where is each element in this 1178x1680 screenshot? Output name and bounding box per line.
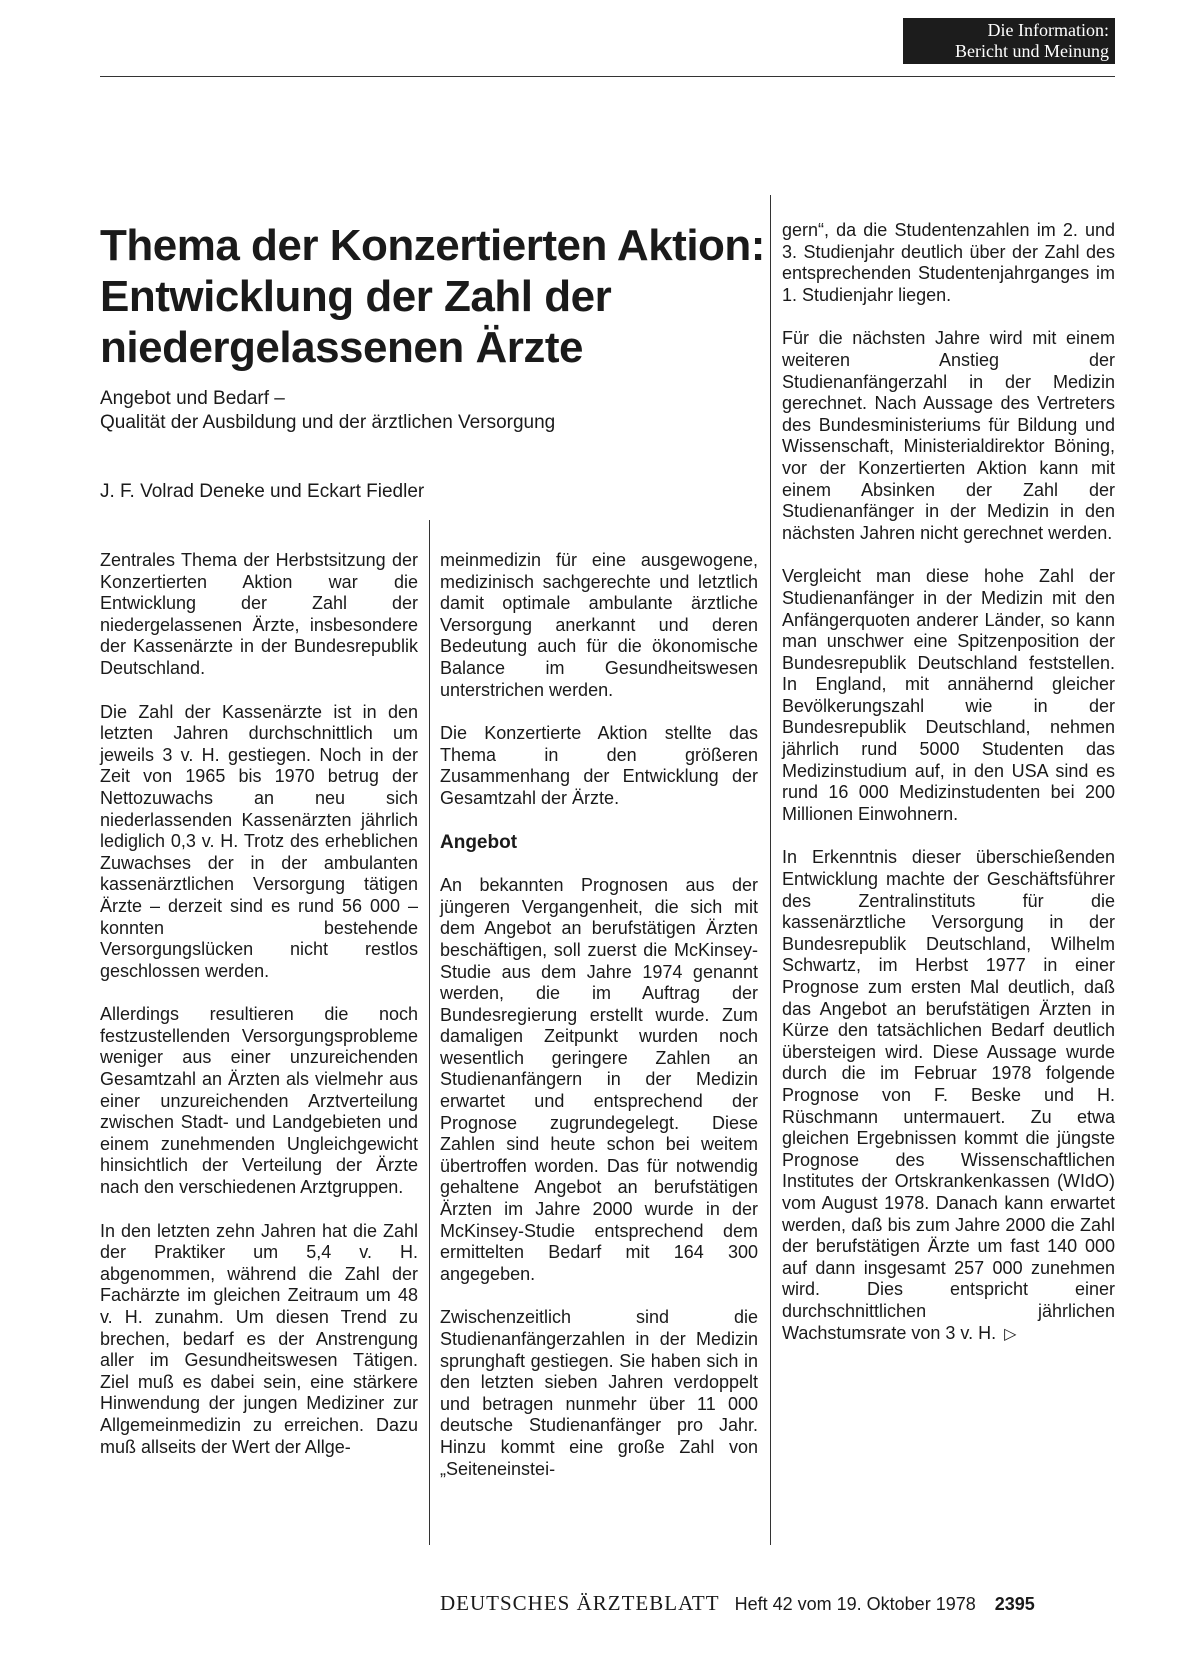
top-rule	[100, 76, 1115, 77]
page-number: 2395	[994, 1594, 1035, 1614]
article-subtitle	[100, 387, 780, 435]
section-badge-line2: Bericht und Meinung	[955, 41, 1109, 61]
page-footer	[440, 1592, 1115, 1615]
paragraph: Zentrales Thema der Herbstsitzung der Konzertierten Aktion war die Entwicklung der Zahl der niedergelassenen Ärzte, insbesondere der Kassenärzte in der Bundesrepublik Deutschland.	[100, 550, 418, 678]
title-line: Entwicklung der Zahl der	[100, 272, 612, 321]
paragraph: Allerdings resultieren die noch festzustellenden Versorgungsprobleme weniger aus einer unzureichenden Gesamtzahl an Ärzten als vielmehr aus einer unzureichenden Arztverteilung zwischen Stadt- und Landgebieten und einem zunehmenden Ungleichgewicht hinsichtlich der Verteilung der Ärzte nach den verschiedenen Arztgruppen.	[100, 1004, 418, 1198]
section-badge	[903, 18, 1115, 64]
paragraph: In den letzten zehn Jahren hat die Zahl der Praktiker um 5,4 v. H. abgenommen, während die Zahl der Fachärzte im gleichen Zeitraum um 48 v. H. zunahm. Um diesen Trend zu brechen, bedarf es der Anstrengung aller im Gesundheitswesen Tätigen. Ziel muß es dabei sein, eine stärkere Hinwendung der jungen Mediziner zur Allgemeinmedizin zu erreichen. Dazu muß allseits der Wert der Allge-	[100, 1220, 418, 1457]
paragraph: Die Konzertierte Aktion stellte das Thema in den größeren Zusammenhang der Entwicklung der Gesamtzahl der Ärzte.	[440, 723, 758, 808]
paragraph: Für die nächsten Jahre wird mit einem weiteren Anstieg der Studienanfängerzahl in der Medizin gerechnet. Nach Aussage des Vertreters des Bundesministeriums für Bildung und Wissenschaft, Ministerialdirektor Böning, vor der Konzertierten Aktion kann mit einem Absinken der Zahl der Studienanfänger in der Medizin in den nächsten Jahren nicht gerechnet werden.	[782, 328, 1115, 543]
paragraph: Zwischenzeitlich sind die Studienanfängerzahlen in der Medizin sprunghaft gestiegen. Sie haben sich in den letzten sieben Jahren verdoppelt und betragen nunmehr über 11 000 deutsche Studienanfänger pro Jahr. Hinzu kommt eine große Zahl von „Seiteneinstei-	[440, 1307, 758, 1479]
paragraph: gern“, da die Studentenzahlen im 2. und 3. Studienjahr deutlich über der Zahl des entsprechenden Studentenjahrganges im 1. Studienjahr liegen.	[782, 220, 1115, 305]
paragraph	[782, 847, 1115, 1345]
continue-arrow-icon: ▷	[1004, 1325, 1017, 1343]
column-3	[782, 220, 1115, 1367]
subtitle-line: Angebot und Bedarf –	[100, 388, 285, 409]
journal-name: DEUTSCHES ÄRZTEBLATT	[440, 1591, 720, 1615]
section-heading: Angebot	[440, 831, 518, 853]
title-line: niedergelassenen Ärzte	[100, 323, 583, 372]
title-line: Thema der Konzertierten Aktion:	[100, 221, 765, 270]
paragraph: Vergleicht man diese hohe Zahl der Studienanfänger in der Medizin mit den Anfängerquoten anderer Länder, so kann man unschwer eine Spitzenposition der Bundesrepublik Deutschland feststellen. In England, mit annähernd gleicher Bevölkerungszahl wie in der Bundesrepublik Deutschland, nehmen jährlich rund 5000 Studenten das Medizinstudium auf, in den USA sind es rund 16 000 Medizinstudenten bei 200 Millionen Einwohnern.	[782, 566, 1115, 824]
column-2	[440, 550, 758, 1502]
article-authors: J. F. Volrad Deneke und Eckart Fiedler	[100, 481, 425, 502]
article-title	[100, 220, 780, 373]
issue-info: Heft 42 vom 19. Oktober 1978	[734, 1594, 976, 1614]
column-divider	[770, 195, 771, 1545]
subtitle-line: Qualität der Ausbildung und der ärztlichen Versorgung	[100, 412, 556, 433]
paragraph: meinmedizin für eine ausgewogene, medizinisch sachgerechte und letztlich damit optimale ambulante ärztliche Versorgung anerkannt und deren Bedeutung auch für die ökonomische Balance im Gesundheitswesen unterstrichen werden.	[440, 550, 758, 700]
section-badge-line1: Die Information:	[987, 20, 1109, 40]
column-divider	[429, 520, 430, 1545]
column-1	[100, 550, 418, 1480]
paragraph: An bekannten Prognosen aus der jüngeren Vergangenheit, die sich mit dem Angebot an berufstätigen Ärzten beschäftigen, soll zuerst die McKinsey-Studie aus dem Jahre 1974 genannt werden, die im Auftrag der Bundesregierung erstellt wurde. Zum damaligen Zeitpunkt wurden noch wesentlich geringere Zahlen an Studienanfängern in der Medizin erwartet und entsprechend der Prognose zugrundegelegt. Diese Zahlen sind heute schon bei weitem übertroffen worden. Das für notwendig gehaltene Angebot an berufstätigen Ärzten im Jahre 2000 wurde in der McKinsey-Studie entsprechend dem ermittelten Bedarf mit 164 300 angegeben.	[440, 875, 758, 1284]
paragraph: Die Zahl der Kassenärzte ist in den letzten Jahren durchschnittlich um jeweils 3 v. H. gestiegen. Noch in der Zeit von 1965 bis 1970 betrug der Nettozuwachs an neu sich niederlassenden Kassenärzten jährlich lediglich 0,3 v. H. Trotz des erheblichen Zuwachses der in der ambulanten kassenärztlichen Versorgung tätigen Ärzte – derzeit sind es rund 56 000 – konnten bestehende Versorgungslücken nicht restlos geschlossen werden.	[100, 701, 418, 981]
paragraph-text: In Erkenntnis dieser überschießenden Entwicklung machte der Geschäftsführer des Zentralinstituts für die kassenärztliche Versorgung in der Bundesrepublik Deutschland, Wilhelm Schwartz, im Herbst 1977 in einer Prognose zum ersten Mal deutlich, daß das Angebot an berufstätigen Ärzten in Kürze den tatsächlichen Bedarf deutlich übersteigen wird. Diese Aussage wurde durch die im Februar 1978 folgende Prognose von F. Beske und H. Rüschmann untermauert. Zu etwa gleichen Ergebnissen kommt die jüngste Prognose des Wissenschaftlichen Institutes der Ortskrankenkassen (WIdO) vom August 1978. Danach kann erwartet werden, daß bis zum Jahre 2000 die Zahl der berufstätigen Ärzte um fast 140 000 auf dann insgesamt 257 000 zunehmen wird. Dies entspricht einer durchschnittlichen jährlichen Wachstumsrate von 3 v. H.	[782, 847, 1115, 1343]
